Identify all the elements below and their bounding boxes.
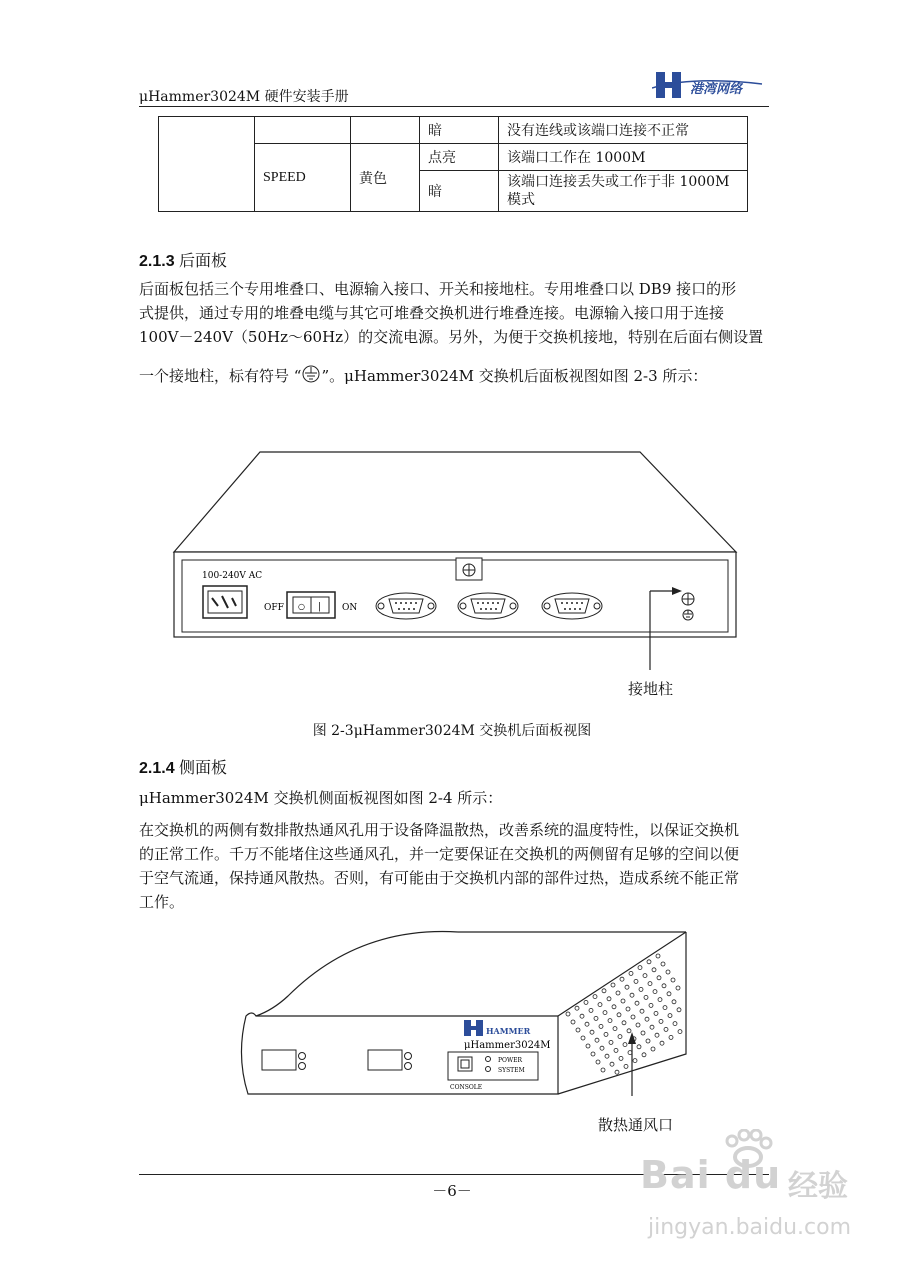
vent-hole <box>672 1000 676 1004</box>
db9-port-icon <box>542 593 602 619</box>
vent-hole <box>677 1008 681 1012</box>
vent-hole <box>622 1021 626 1025</box>
screw-icon <box>463 564 475 576</box>
paragraph-line: 工作。 <box>139 893 185 911</box>
table-cell-meaning: 没有连线或该端口连接不正常 <box>499 117 748 144</box>
vent-hole <box>646 1039 650 1043</box>
paragraph-line: 的正常工作。千万不能堵住这些通风孔，并一定要保证在交换机的两侧留有足够的空间以便 <box>139 845 740 863</box>
paragraph-line: 于空气流通，保持通风散热。否则，有可能由于交换机内部的部件过热，造成系统不能正常 <box>139 869 740 887</box>
vent-hole <box>650 1025 654 1029</box>
vent-hole <box>673 1022 677 1026</box>
vent-hole <box>585 1022 589 1026</box>
front-module-slot <box>262 1050 296 1070</box>
power-led-label: POWER <box>498 1057 523 1064</box>
vent-hole <box>566 1012 570 1016</box>
section-heading-2-1-3 <box>139 248 227 271</box>
figure-2-3-caption: 图 2-3μHammer3024M 交换机后面板视图 <box>312 723 592 739</box>
chassis-top <box>174 452 736 552</box>
vent-hole <box>645 1017 649 1021</box>
paragraph-text: 一个接地柱，标有符号 “ <box>139 367 302 385</box>
switch-off-label: OFF <box>264 603 284 613</box>
vent-hole <box>581 1036 585 1040</box>
vent-hole <box>609 1040 613 1044</box>
vent-hole <box>590 1030 594 1034</box>
power-label: 100-240V AC <box>202 571 263 581</box>
vent-hole <box>594 1016 598 1020</box>
vent-hole <box>676 986 680 990</box>
table-cell-meaning <box>499 171 748 212</box>
section-heading-2-1-4 <box>139 755 227 778</box>
vent-hole <box>614 1048 618 1052</box>
vent-hole <box>580 1014 584 1018</box>
vent-hole <box>664 1027 668 1031</box>
ground-post-callout: 接地柱 <box>628 680 674 698</box>
db9-port-icon <box>376 593 436 619</box>
table-cell-state: 暗 <box>420 171 499 212</box>
ground-symbol-icon <box>301 364 321 384</box>
vent-hole <box>667 992 671 996</box>
vent-hole <box>636 1023 640 1027</box>
paragraph-text: ”。μHammer3024M 交换机后面板视图如图 2-3 所示： <box>321 367 708 385</box>
vent-hole <box>619 1056 623 1060</box>
vent-hole <box>659 1019 663 1023</box>
vent-hole <box>627 1029 631 1033</box>
switch-on-label: ON <box>342 603 358 613</box>
vent-hole <box>571 1020 575 1024</box>
vent-hole <box>610 1062 614 1066</box>
table-cell-state: 点亮 <box>420 144 499 171</box>
vent-hole <box>660 1041 664 1045</box>
vent-hole <box>662 984 666 988</box>
meaning-line: 该端口连接丢失或工作于非 1000M <box>507 174 730 190</box>
paragraph-line: 100V－240V（50Hz～60Hz）的交流电源。另外，为便于交换机接地，特别在后面右侧设置 <box>139 328 764 346</box>
side-panel-intro: μHammer3024M 交换机侧面板视图如图 2-4 所示： <box>139 789 503 807</box>
vent-hole <box>637 1045 641 1049</box>
vent-hole <box>600 1046 604 1050</box>
front-module-slot <box>368 1050 402 1070</box>
table-row <box>159 117 748 144</box>
vent-hole <box>617 1013 621 1017</box>
rear-panel-paragraph <box>139 277 769 349</box>
paragraph-line: 后面板包括三个专用堆叠口、电源输入接口、开关和接地柱。专用堆叠口以 DB9 接口的形 <box>139 280 737 298</box>
vent-hole <box>678 1030 682 1034</box>
system-led-label: SYSTEM <box>498 1067 525 1074</box>
table-cell-indicator: SPEED <box>255 144 351 212</box>
vent-hole <box>671 978 675 982</box>
vent-hole <box>618 1035 622 1039</box>
document-header-title: μHammer3024M 硬件安装手册 <box>139 89 349 105</box>
vent-hole <box>624 1064 628 1068</box>
rear-panel-figure <box>170 448 740 698</box>
power-switch <box>287 592 335 618</box>
meaning-line: 模式 <box>507 192 535 208</box>
watermark-brand: Bai du <box>640 1153 782 1197</box>
company-logo <box>652 66 764 106</box>
console-port-icon <box>458 1057 472 1071</box>
vent-hole <box>613 1027 617 1031</box>
paragraph-line: 式提供，通过专用的堆叠电缆与其它可堆叠交换机进行堆叠连接。电源输入接口用于连接 <box>139 304 725 322</box>
vent-hole <box>641 1031 645 1035</box>
section-title: 后面板 <box>179 251 228 270</box>
baidu-jingyan-watermark <box>640 1135 870 1250</box>
rear-panel-paragraph-last-line <box>139 364 769 388</box>
vent-hole <box>608 1019 612 1023</box>
table-cell <box>255 117 351 144</box>
vent-hole <box>576 1028 580 1032</box>
table-cell-meaning: 该端口工作在 1000M <box>499 144 748 171</box>
section-number: 2.1.4 <box>139 760 175 777</box>
vent-hole <box>661 962 665 966</box>
vent-hole <box>669 1035 673 1039</box>
vent-hole <box>663 1006 667 1010</box>
vent-hole <box>623 1043 627 1047</box>
vent-hole <box>605 1054 609 1058</box>
vent-hole <box>591 1052 595 1056</box>
vent-hole <box>595 1038 599 1042</box>
vent-callout: 散热通风口 <box>598 1116 674 1134</box>
paragraph-line: 在交换机的两侧有数排散热通风孔用于设备降温散热，改善系统的温度特性，以保证交换机 <box>139 821 740 839</box>
led-status-table <box>158 116 748 212</box>
vent-hole <box>633 1059 637 1063</box>
vent-hole <box>615 1070 619 1074</box>
watermark-site: jingyan.baidu.com <box>648 1215 852 1240</box>
vent-hole <box>666 970 670 974</box>
logo-text: 港湾网络 <box>690 82 743 97</box>
table-cell <box>159 117 255 212</box>
vent-hole <box>658 998 662 1002</box>
front-logo-text: HAMMER <box>486 1026 531 1036</box>
console-label: CONSOLE <box>450 1084 483 1091</box>
vent-hole <box>631 1015 635 1019</box>
table-cell <box>351 117 420 144</box>
vent-hole <box>596 1060 600 1064</box>
table-cell-color: 黄色 <box>351 144 420 212</box>
vent-hole <box>651 1047 655 1051</box>
table-cell-state: 暗 <box>420 117 499 144</box>
side-panel-figure <box>228 926 698 1096</box>
vent-hole <box>599 1024 603 1028</box>
section-title: 侧面板 <box>179 758 228 777</box>
db9-port-icon <box>458 593 518 619</box>
vent-callout-arrow <box>628 1032 636 1096</box>
vent-hole <box>601 1068 605 1072</box>
vent-hole <box>668 1014 672 1018</box>
switch-off-glyph: ○ <box>298 602 305 611</box>
vent-hole <box>604 1032 608 1036</box>
vent-hole <box>642 1053 646 1057</box>
header-rule <box>139 106 769 107</box>
vent-hole <box>655 1033 659 1037</box>
vent-hole <box>586 1044 590 1048</box>
watermark-brand-cn: 经验 <box>788 1169 848 1204</box>
power-inlet-icon <box>203 586 247 618</box>
model-label: μHammer3024M <box>464 1040 551 1051</box>
page-number: －6－ <box>432 1182 472 1200</box>
switch-on-glyph: | <box>318 602 322 612</box>
section-number: 2.1.3 <box>139 253 175 270</box>
chassis-back-face <box>174 552 736 637</box>
side-panel-paragraph <box>139 818 769 914</box>
